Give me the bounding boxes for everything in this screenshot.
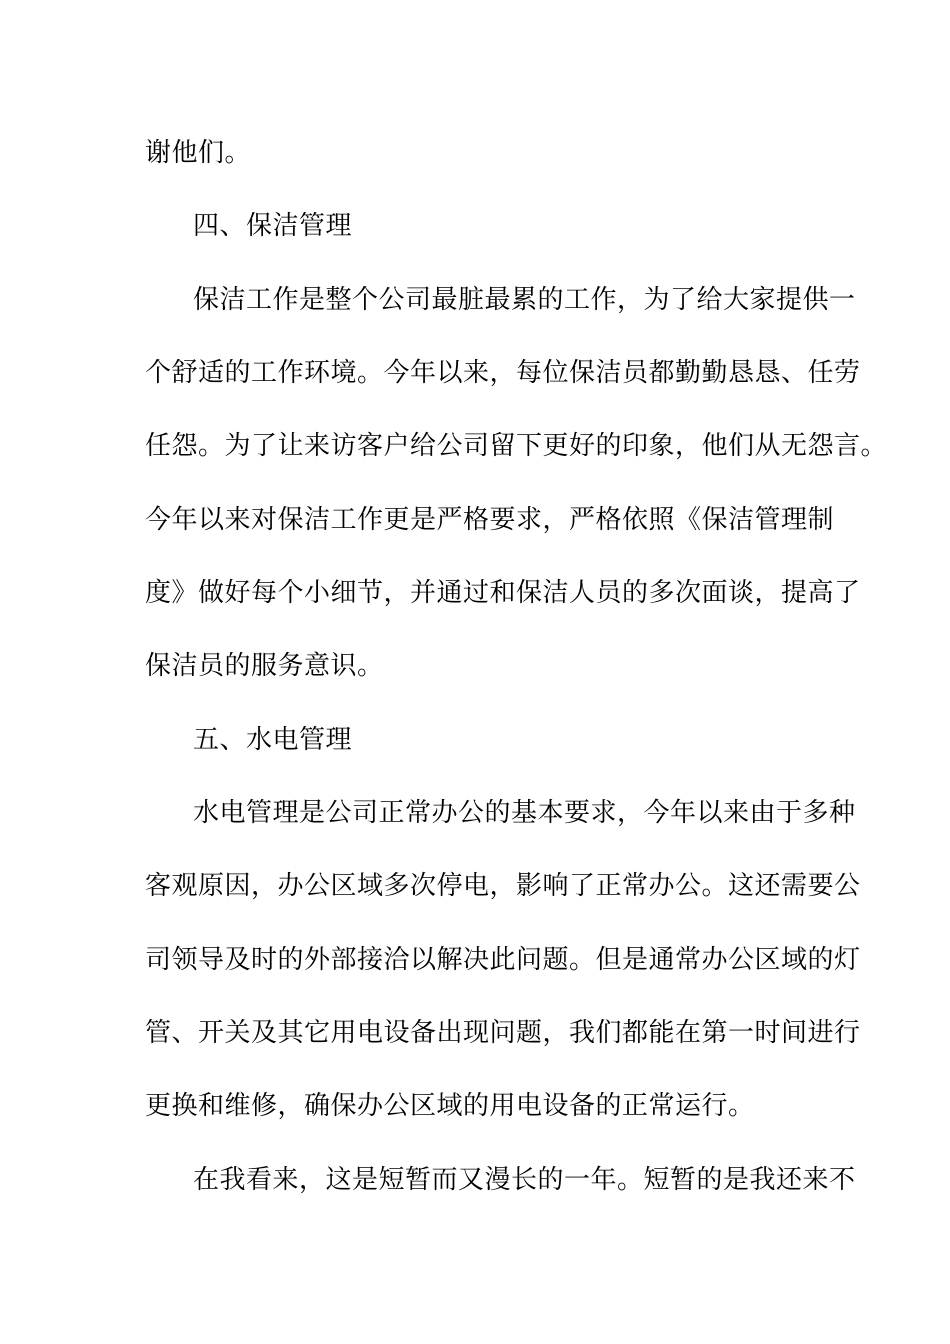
text-line: 谢他们。 (145, 138, 252, 168)
text-line: 管、开关及其它用电设备出现问题，我们都能在第一时间进行 (145, 1018, 861, 1048)
text-line: 任怨。为了让来访客户给公司留下更好的印象，他们从无怨言。 (145, 431, 888, 461)
text-line: 在我看来，这是短暂而又漫长的一年。短暂的是我还来不 (193, 1165, 856, 1195)
text-line: 个舒适的工作环境。今年以来，每位保洁员都勤勤恳恳、任劳 (145, 358, 861, 388)
text-line: 客观原因，办公区域多次停电，影响了正常办公。这还需要公 (145, 871, 861, 901)
text-line: 今年以来对保洁工作更是严格要求，严格依照《保洁管理制 (145, 505, 835, 535)
text-line: 更换和维修，确保办公区域的用电设备的正常运行。 (145, 1091, 755, 1121)
text-line: 度》做好每个小细节，并通过和保洁人员的多次面谈，提高了 (145, 578, 861, 608)
section-heading-utilities: 五、水电管理 (193, 725, 353, 755)
text-line: 司领导及时的外部接洽以解决此问题。但是通常办公区域的灯 (145, 945, 861, 975)
text-line: 水电管理是公司正常办公的基本要求，今年以来由于多种 (193, 798, 856, 828)
section-heading-cleaning: 四、保洁管理 (193, 211, 353, 241)
text-line: 保洁员的服务意识。 (145, 651, 384, 681)
text-line: 保洁工作是整个公司最脏最累的工作，为了给大家提供一 (193, 285, 856, 315)
